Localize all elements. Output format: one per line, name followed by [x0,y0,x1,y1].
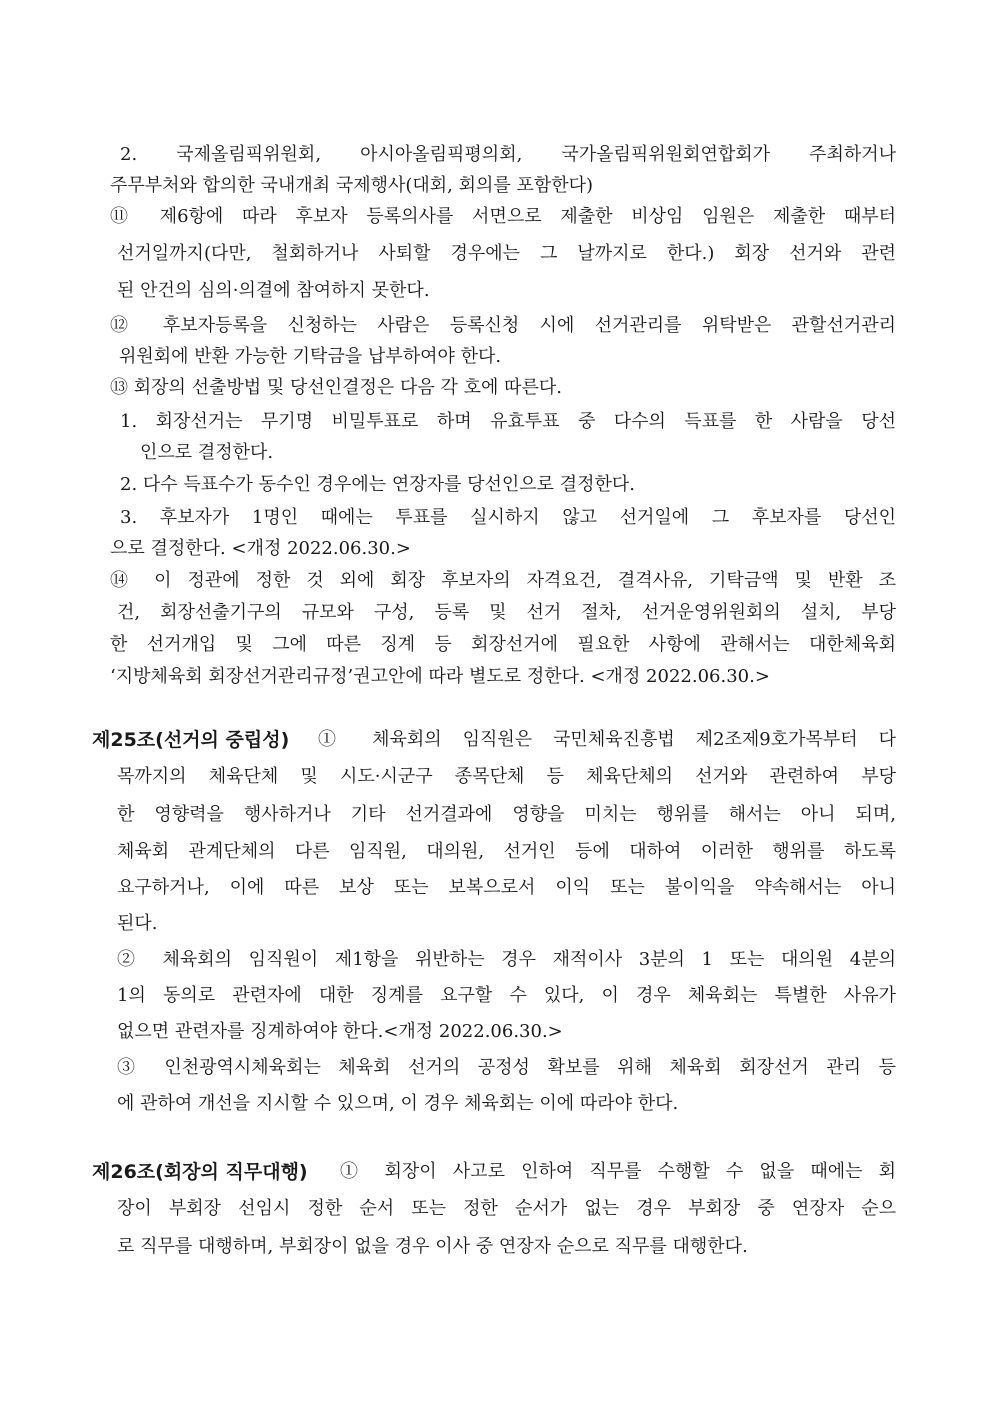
paragraph-1: ① 회장이 사고로 인하여 직무를 수행할 수 없을 때에는 회 [340,1161,896,1182]
clause-line: 한 영향력을 행사하거나 기타 선거결과에 영향을 미치는 행위를 해서는 아니 되며, [117,804,896,825]
clause-line: 건, 회장선출기구의 규모와 구성, 등록 및 선거 절차, 선거운영위원회의 설치, 부당 [117,602,896,623]
clause-line: 으로 결정한다. <개정 2022.06.30.> [110,538,411,559]
clause-line: 요구하거나, 이에 따른 보상 또는 보복으로서 이익 또는 불이익을 약속해서는 아니 [117,877,896,898]
article-26-heading: 제26조(회장의 직무대행) [92,1161,308,1183]
paragraph-12: ⑫ 후보자등록을 신청하는 사람은 등록신청 시에 선거관리를 위탁받은 관할선거관리 [110,315,896,336]
paragraph-11: ⑪ 제6항에 따라 후보자 등록의사를 서면으로 제출한 비상임 임원은 제출한 때부터 [110,206,896,227]
clause-line: 에 관하여 개선을 지시할 수 있으며, 이 경우 체육회는 이에 따라야 한다. [117,1093,679,1114]
paragraph-14: ⑭ 이 정관에 정한 것 외에 회장 후보자의 자격요건, 결격사유, 기탁금액 및 반환 조 [110,570,896,591]
article-25-heading: 제25조(선거의 중립성) [92,729,290,751]
clause-line: 한 선거개입 및 그에 따른 징계 등 회장선거에 필요한 사항에 관해서는 대한체육회 [110,634,896,655]
clause-line: 주무부처와 합의한 국내개최 국제행사(대회, 회의를 포함한다) [110,175,594,196]
clause-line: 장이 부회장 선임시 정한 순서 또는 정한 순서가 없는 경우 부회장 중 연장자 순으 [117,1198,896,1219]
clause-line: 1. 회장선거는 무기명 비밀투표로 하며 유효투표 중 다수의 득표를 한 사람을 당선 [120,411,896,432]
clause-line: 된 안건의 심의·의결에 참여하지 못한다. [117,280,430,301]
paragraph-13: ⑬ 회장의 선출방법 및 당선인결정은 다음 각 호에 따른다. [110,377,563,398]
clause-line: ‘지방체육회 회장선거관리규정’권고안에 따라 별도로 정한다. <개정 2022.06.30.> [110,666,770,687]
clause-line: 선거일까지(다만, 철회하거나 사퇴할 경우에는 그 날까지로 한다.) 회장 선거와 관련 [117,243,896,264]
clause-line: 2. 다수 득표수가 동수인 경우에는 연장자를 당선인으로 결정한다. [120,474,636,495]
clause-line: 목까지의 체육단체 및 시도·시군구 종목단체 등 체육단체의 선거와 관련하여 부당 [117,766,896,787]
clause-line: 없으면 관련자를 징계하여야 한다.<개정 2022.06.30.> [117,1021,563,1042]
clause-line: 로 직무를 대행하며, 부회장이 없을 경우 이사 중 연장자 순으로 직무를 대행한다. [117,1236,748,1257]
paragraph-2: ② 체육회의 임직원이 제1항을 위반하는 경우 재적이사 3분의 1 또는 대의원 4분의 [117,949,896,970]
clause-line: 인으로 결정한다. [140,442,274,463]
clause-line: 3. 후보자가 1명인 때에는 투표를 실시하지 않고 선거일에 그 후보자를 당선인 [120,507,896,528]
clause-line: 위원회에 반환 가능한 기탁금을 납부하여야 한다. [119,346,502,367]
clause-line: 2. 국제올림픽위원회, 아시아올림픽평의회, 국가올림픽위원회연합회가 주최하거나 [120,144,896,165]
clause-line: 체육회 관계단체의 다른 임직원, 대의원, 선거인 등에 대하여 이러한 행위를 하도록 [117,841,896,862]
paragraph-1: ① 체육회의 임직원은 국민체육진흥법 제2조제9호가목부터 다 [318,729,896,750]
clause-line: 된다. [117,913,158,934]
clause-line: 1의 동의로 관련자에 대한 징계를 요구할 수 있다, 이 경우 체육회는 특별한 사유가 [117,985,896,1006]
paragraph-3: ③ 인천광역시체육회는 체육회 선거의 공정성 확보를 위해 체육회 회장선거 관리 등 [117,1057,896,1078]
